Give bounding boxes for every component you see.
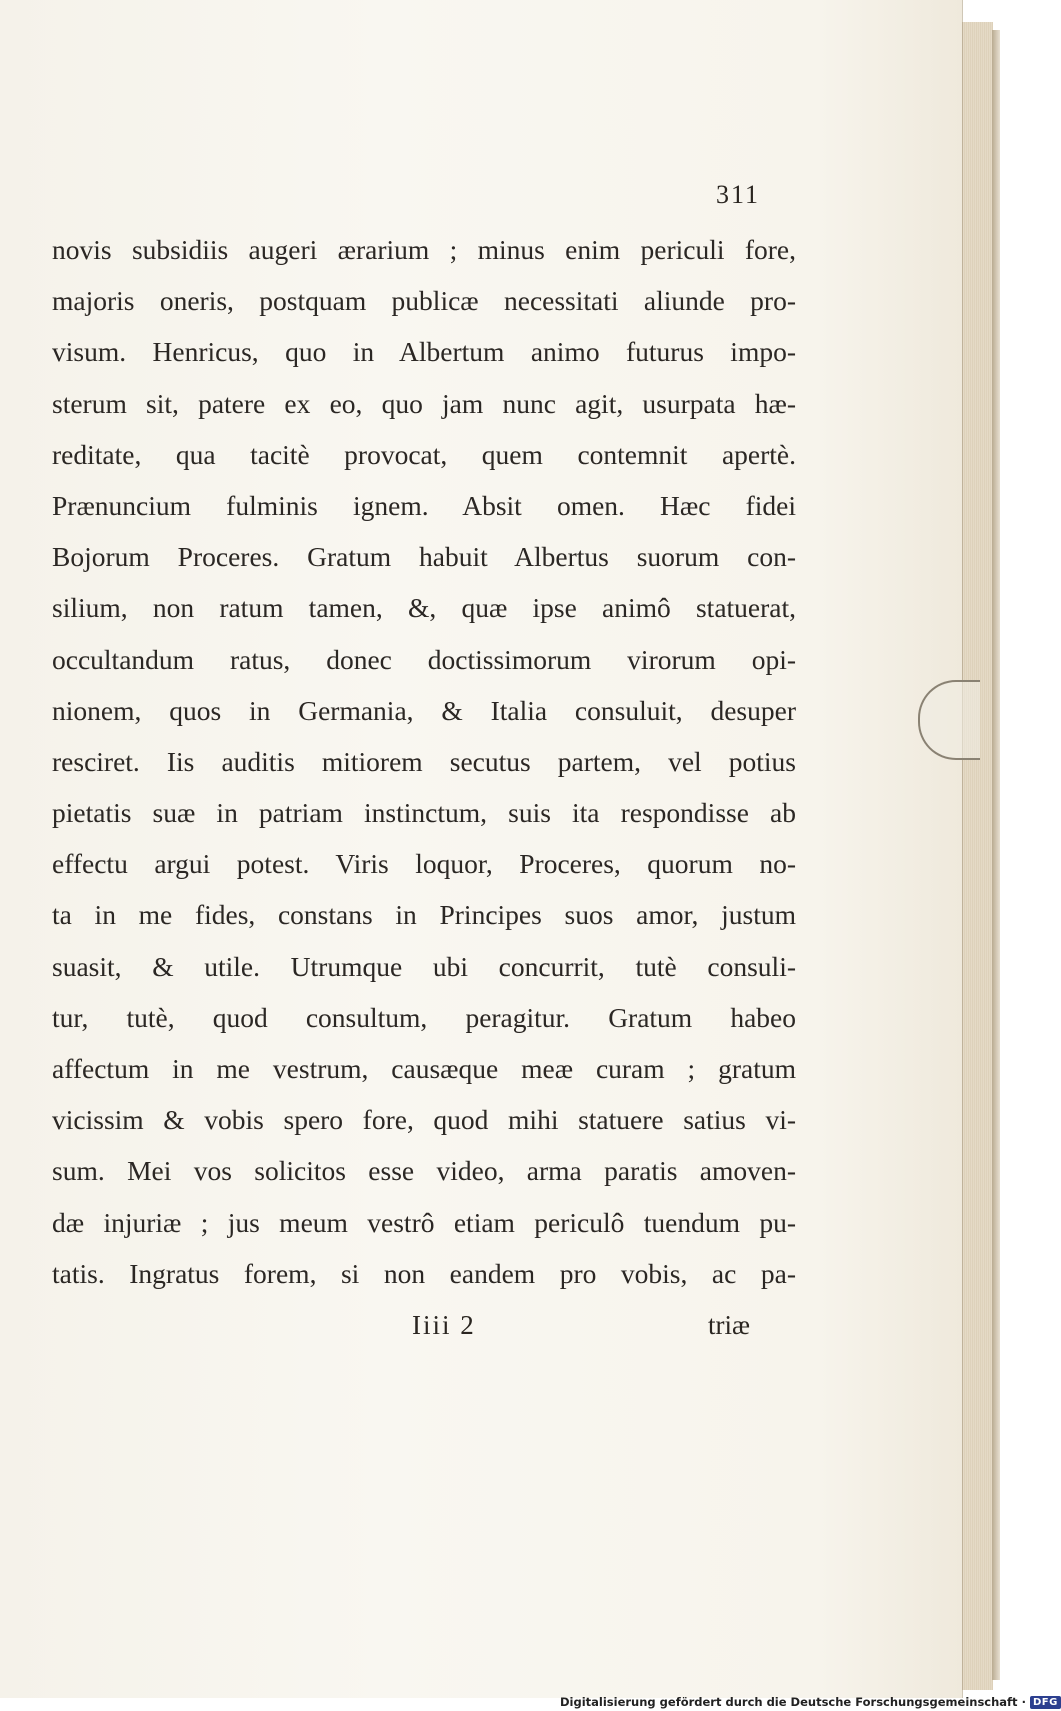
text-line: Prænuncium fulminis ignem. Absit omen. Hæc fidei: [52, 489, 796, 521]
text-line: reditate, qua tacitè provocat, quem contemnit apertè.: [52, 438, 796, 470]
page-number: 311: [715, 180, 760, 209]
text-line: tatis. Ingratus forem, si non eandem pro vobis, ac pa-: [52, 1257, 796, 1289]
digitization-credit: Digitalisierung gefördert durch die Deutsche Forschungsgemeinschaft · DFG: [560, 1693, 1061, 1711]
text-line: vicissim & vobis spero fore, quod mihi statuere satius vi-: [52, 1104, 796, 1136]
text-line: visum. Henricus, quo in Albertum animo futurus impo-: [52, 336, 796, 368]
text-line: effectu argui potest. Viris loquor, Proceres, quorum no-: [52, 848, 796, 880]
text-line: ta in me fides, constans in Principes suos amor, justum: [52, 899, 796, 931]
text-line: novis subsidiis augeri ærarium ; minus enim periculi fore,: [52, 234, 796, 265]
text-line: suasit, & utile. Utrumque ubi concurrit, tutè consuli-: [52, 950, 796, 982]
signature-mark: Iiii 2: [412, 1310, 476, 1340]
text-line: affectum in me vestrum, causæque meæ curam ; gratum: [52, 1053, 796, 1084]
text-line: sterum sit, patere ex eo, quo jam nunc agit, usurpata hæ-: [52, 387, 796, 419]
text-line: nionem, quos in Germania, & Italia consuluit, desuper: [52, 694, 796, 726]
catchword: triæ: [708, 1310, 751, 1340]
text-line: occultandum ratus, donec doctissimorum virorum opi-: [52, 643, 796, 675]
funding-note: Digitalisierung gefördert durch die Deutsche Forschungsgemeinschaft: [560, 1695, 1018, 1709]
text-line: sum. Mei vos solicitos esse video, arma paratis amoven-: [52, 1155, 796, 1187]
text-line: dæ injuriæ ; jus meum vestrô etiam periculô tuendum pu-: [52, 1206, 796, 1238]
page-edges: [962, 22, 993, 1690]
body-text: [52, 224, 796, 1299]
text-line: resciret. Iis auditis mitiorem secutus partem, vel potius: [52, 745, 796, 777]
bookmark-tab: [918, 680, 980, 760]
text-line: pietatis suæ in patriam instinctum, suis ita respondisse ab: [52, 797, 796, 829]
text-line: tur, tutè, quod consultum, peragitur. Gratum habeo: [52, 1001, 796, 1033]
text-line: silium, non ratum tamen, &, quæ ipse animô statuerat,: [52, 592, 796, 624]
text-line: majoris oneris, postquam publicæ necessitati aliunde pro-: [52, 285, 796, 317]
page-edge-shadow: [992, 30, 1000, 1680]
dfg-logo: DFG: [1030, 1696, 1061, 1709]
text-line: Bojorum Proceres. Gratum habuit Albertus suorum con-: [52, 541, 796, 573]
